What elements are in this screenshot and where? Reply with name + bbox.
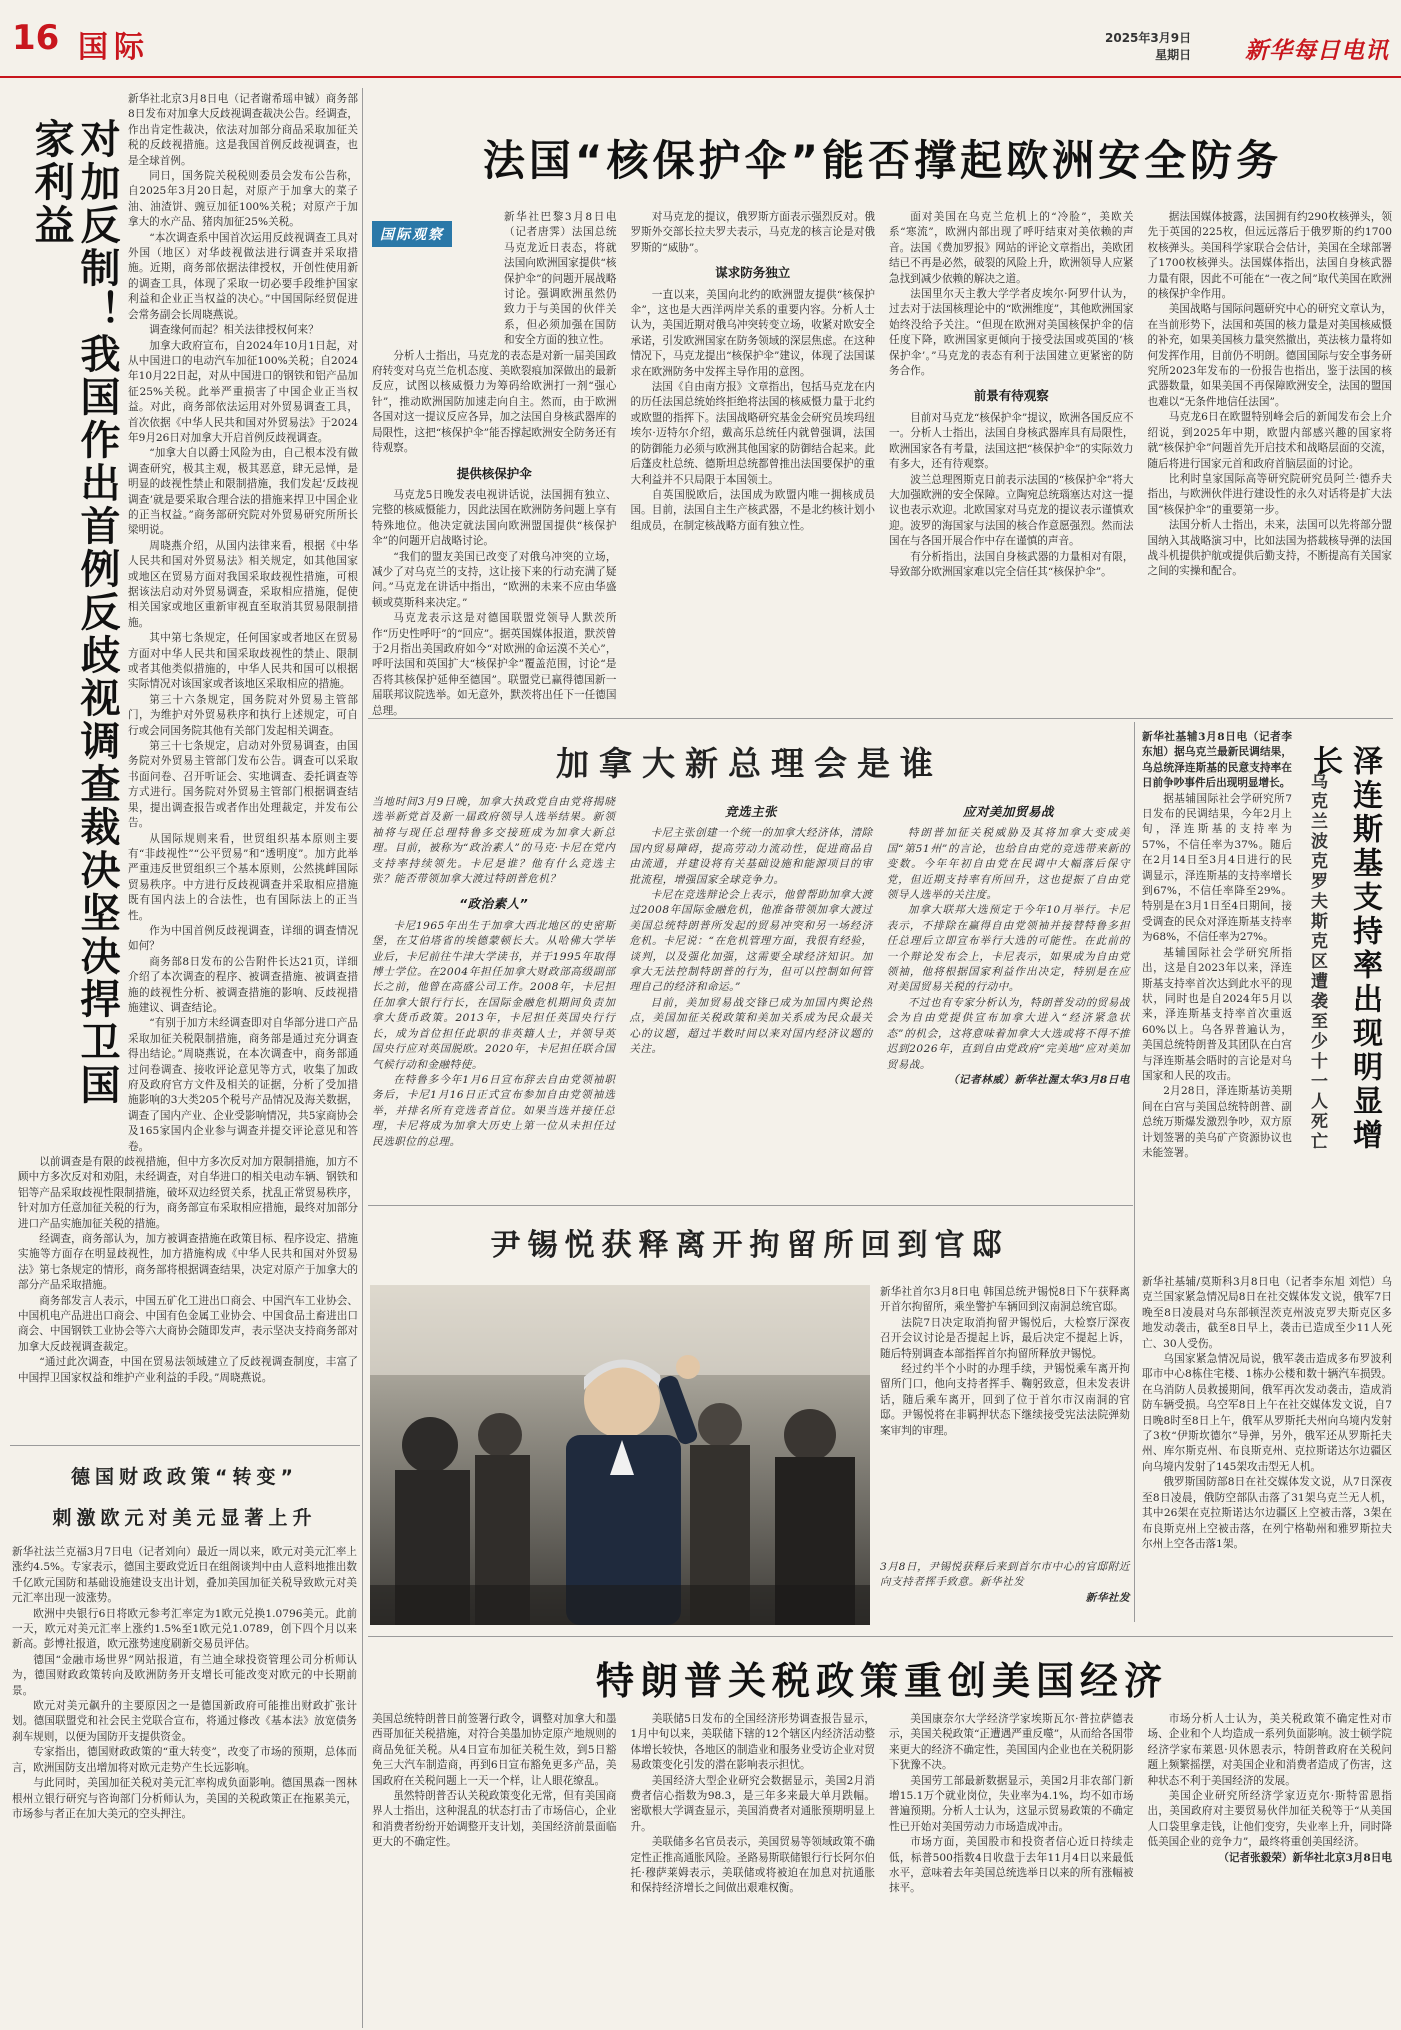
article3-para: 目前，美加贸易战交锋已成为加国内舆论热点，美国加征关税政策和美加关系成为民众最关心的议题，超过半数时间以来对国内经济议题的关注。	[629, 996, 873, 1056]
article6-headline	[12, 1462, 357, 1530]
article2-para: 对马克龙的提议，俄罗斯方面表示强烈反对。俄罗斯外交部长拉夫罗夫表示，马克龙的核言论是对俄罗斯的“威胁”。	[630, 211, 875, 254]
article2-para: 美国战略与国际问题研究中心的研究文章认为，在当前形势下，法国和英国的核力量是对美国核威慑的补充，如果美国核力量突然撤出，英法核力量将如何发挥作用，目前仍不明朗。德国国际与安全事务研究所2023年发布的一份报告也指出，鉴于法国的核武器数量，如果美国不再保障欧洲安全，法国的盟国也难以“无条件地信任法国”。	[1147, 303, 1392, 408]
article1-body-cont	[18, 1155, 358, 1435]
article1-para: 商务部发言人表示，中国五矿化工进出口商会、中国汽车工业协会、中国机电产品进出口商会、中国有色金属工业协会、中国食品土畜进出口商会、中国钢铁工业协会等六大商协会随即发声，表示坚决支持商务部对加拿大反歧视调查裁定。	[18, 1294, 358, 1353]
article3-para: 卡尼1965年出生于加拿大西北地区的史密斯堡，在艾伯塔省的埃德蒙顿长大。从哈佛大学毕业后，卡尼前往牛津大学读书，并于1995年取得博士学位。在2004年担任加拿大财政部高级副部长之前，他曾在高盛公司工作。2008年，卡尼担任加拿大银行行长，在国际金融危机期间负责加拿大货币政策。2013年，卡尼担任英国央行行长，成为首位担任此职的非英籍人士，并领导英国央行应对英国脱欧。2020年，卡尼担任联合国气候行动和金融特使。	[372, 919, 616, 1071]
article2-lead: 新华社巴黎3月8日电（记者唐霁）法国总统马克龙近日表态，将就法国向欧洲国家提供“核保护伞”的问题开展战略讨论。强调欧洲虽然仍致力于与美国的伙伴关系，但必须加强在国防和安全方面的独立性。	[504, 211, 617, 347]
article2-para: 比利时皇家国际高等研究院研究员阿兰·德乔夫指出，与欧洲伙伴进行建设性的永久对话将是扩大法国“核保护伞”的重要第一步。	[1147, 472, 1392, 516]
article3-para: 卡尼在竞选辩论会上表示，他曾帮助加拿大渡过2008年国际金融危机，他准备带领加拿大渡过美国总统特朗普所发起的贸易冲突和另一场经济危机。卡尼说：“在危机管理方面，我很有经验，谈判，以及强化加强，这需要全球经济知识。加拿大无法控制特朗普的行为，但可以控制如何管理自己的经济和命运。”	[629, 889, 873, 994]
issue-weekday: 星期日	[1155, 48, 1192, 62]
article3-para: 加拿大联邦大选预定于今年10月举行。卡尼表示，不排除在赢得自由党领袖并接替特鲁多担任总理后立即宣布举行大选的可能性。在此前的一个辩论发布会上，卡尼表示，如果成为自由党领袖，他将根据国家利益作出决定，特别是在应对美国贸易关税的行动中。	[886, 904, 1130, 994]
article6-headline-line1: 德国财政政策“转变”	[71, 1466, 298, 1488]
column-divider	[1134, 722, 1135, 1622]
article7-lead: 美国总统特朗普日前签署行政令，调整对加拿大和墨西哥加征关税措施，对符合美墨加协定原产地规则的商品免征关税。从4日宣布加征关税生效，到5日豁免三大汽车制造商，再到6日宣布豁免更多产品，美国政府在关税问题上一天一个样，让人眼花缭乱。	[372, 1713, 617, 1787]
article6-lead: 新华社法兰克福3月7日电（记者刘向）最近一周以来，欧元对美元汇率上涨约4.5%。专家表示，德国主要政党近日在组阁谈判中由人意料地推出数千亿欧元国防和基础设施建设支出计划，叠加美国加征关税导致欧元对美元汇率出现一波涨势。	[12, 1546, 357, 1605]
article1-para: 同日，国务院关税税则委员会发布公告称，自2025年3月20日起，对原产于加拿大的菜子油、油渣饼、豌豆加征100%关税；对原产于加拿大的水产品、猪肉加征25%关税。	[128, 170, 358, 229]
article2-para: 分析人士指出，马克龙的表态是对新一届美国政府转变对乌克兰危机态度、美欧裂痕加深做出的最新反应，试图以核威慑力为筹码给欧洲打一剂“强心针”，推动欧洲国防加速走向自主。然而，由于欧洲各国对这一提议反应各异，加之法国自身核武器库的局限性，这把“核保护伞”能否撑起欧洲安全防务还有待观察。	[372, 349, 617, 455]
article7-para: 美联储5日发布的全国经济形势调查报告显示，1月中旬以来，美联储下辖的12个辖区内经济活动整体增长较快，各地区的制造业和服务业受访企业对贸易政策变化引发的潜在影响表示担忧。	[630, 1713, 875, 1772]
article1-para: 加拿大政府宣布，自2024年10月1日起，对从中国进口的电动汽车加征100%关税；自2024年10月22日起，对从中国进口的钢铁和铝产品加征25%关税。此举严重损害了中国企业正当权益。对此，商务部依法运用对外贸易调查工具，首次依据《中华人民共和国对外贸易法》于2024年9月26日对加拿大开启首例反歧视调查。	[128, 339, 358, 444]
column-divider	[362, 88, 363, 2028]
article1-para: 从国际规则来看，世贸组织基本原则主要有“非歧视性”“公平贸易”和“透明度”。加方此举严重违反世贸组织三个基本原则，公然挑衅国际贸易秩序。中方进行反歧视调查并采取相应措施既有国内法上的合法性，也有国际法上的正当性。	[128, 832, 358, 922]
article7-para: 美联储多名官员表示，美国贸易等领域政策不确定性正推高通胀风险。圣路易斯联储银行行长阿尔伯托·穆萨莱姆表示，美联储或将被迫在加息对抗通胀和保持经济增长之间做出艰难权衡。	[630, 1836, 875, 1895]
article1-body	[128, 92, 358, 1152]
article2-para: 法国《自由南方报》文章指出，包括马克龙在内的历任法国总统始终拒绝将法国的核威慑力量于北约或欧盟的指挥下。法国战略研究基金会研究员埃玛纽埃尔·迈特尔介绍，戴高乐总统任内就曾强调，法国的防御能力必须与欧洲其他国家的防御结合起来。此后蓬皮杜总统、德斯坦总统都曾推出法国要保护的重大利益并不只局限于本国领土。	[630, 381, 875, 486]
issue-date	[1105, 30, 1191, 64]
article2-para: 马克龙表示这是对德国联盟党领导人默茨所作“历史性呼吁”的“回应”。据英国媒体报道，默茨曾于2月指出美国政府如今“对欧洲的命运漠不关心”，呼吁法国和英国扩大“核保护伞”覆盖范围，讨论“是否将其核保护延伸至德国”。联盟党已赢得德国新一届联邦议院选举。如无意外，默茨将出任下一任德国总理。	[372, 612, 617, 717]
article2-body	[372, 210, 1392, 717]
article6-para: 专家指出，德国财政政策的“重大转变”，改变了市场的预期，总体而言，欧洲国防支出增加将对欧元走势产生长远影响。	[12, 1746, 357, 1774]
issue-date-text: 2025年3月9日	[1105, 31, 1192, 45]
article5-headline: 尹锡悦获释离开拘留所回到官邸	[490, 1228, 1009, 1263]
article7-para: 美国劳工部最新数据显示，美国2月非农部门新增15.1万个就业岗位，失业率为4.1%，均不如市场普遍预期。分析人士认为，这显示贸易政策的不确定性已开始对美国劳动力市场造成冲击。	[889, 1774, 1134, 1833]
section-divider	[10, 1445, 360, 1446]
article1-para: 商务部8日发布的公告附件长达21页，详细介绍了本次调查的程序、被调查措施、被调查措施的歧视性分析、被调查措施的影响、反歧视措施建议、调查结论。	[128, 955, 358, 1014]
article3-para: 在特鲁多今年1月6日宣布辞去自由党领袖职务后，卡尼1月16日正式宣布参加自由党领袖选举，并排名所有竞选者首位。如果当选并接任总理，卡尼将成为加拿大历史上第一位从未担任过民选职位的总理。	[372, 1073, 616, 1148]
article7-para: 市场分析人士认为，美关税政策不确定性对市场、企业和个人均造成一系列负面影响。波士顿学院经济学家布莱恩·贝休恩表示，特朗普政府在关税问题上频繁摇摆，对美国企业和消费者造成了伤害，这种状态不利于美国经济的发展。	[1147, 1713, 1392, 1787]
article2-para: 马克龙5日晚发表电视讲话说，法国拥有独立、完整的核威慑能力，因此法国在欧洲防务问题上享有特殊地位。他决定就法国向欧洲盟国提供“核保护伞”的问题开启战略讨论。	[372, 488, 617, 548]
article2-para: 据法国媒体披露，法国拥有约290枚核弹头，领先于英国的225枚，但远远落后于俄罗斯的约1700枚核弹头。美国科学家联合会估计，美国在全球部署了1700枚核弹头。法国媒体指出，法国自身核武器力量有限，因此不可能在“一夜之间”取代美国在欧洲的核保护伞作用。	[1147, 211, 1392, 301]
article7-body	[372, 1712, 1392, 2024]
article4-lead: 新华社基辅3月8日电（记者李东旭）据乌克兰最新民调结果，乌总统泽连斯基的民意支持率在日前争吵事件后出现明显增长。	[1142, 731, 1292, 790]
article1-lead: 新华社北京3月8日电（记者谢希瑶申铖）商务部8日发布对加拿大反歧视调查裁决公告。经调查，作出肯定性裁决，依法对加部分商品采取加征关税的反歧视措施。这是我国首例反歧视调查，也是全球首例。	[128, 93, 358, 167]
article3-lead: 当地时间3月9日晚，加拿大执政党自由党将揭晓选举新党首及新一届政府领导人选举结果。新领袖将与现任总理特鲁多交接班成为加拿大新总理。目前，被称为“政治素人”的马克·卡尼在党内支持率持续领先。卡尼是谁？他有什么竞选主张？能否带领加拿大渡过特朗普危机？	[372, 796, 616, 886]
page-number: 16	[12, 18, 60, 58]
article6-body	[12, 1545, 357, 2023]
page-header	[0, 0, 1401, 78]
article2-para: 目前对马克龙“核保护伞”提议，欧洲各国反应不一。分析人士指出，法国自身核武器库具有局限性，欧洲国家各有考量，法国这把“核保护伞”的实际效力有多大，还有待观察。	[889, 411, 1134, 471]
article7-headline: 特朗普关税政策重创美国经济	[595, 1659, 1168, 1703]
article2-subhead-1: 提供核保护伞	[456, 465, 532, 481]
article5-para: 经过约半个小时的办理手续，尹锡悦乘车离开拘留所门口，他向支持者挥手、鞠躬致意，但未发表讲话，随后乘车离开，回到了位于首尔市汉南洞的官邸。尹锡悦将在非羁押状态下继续接受宪法法院弹劾案审判的审理。	[880, 1363, 1130, 1437]
section-divider	[368, 1205, 1133, 1206]
article2-para: “我们的盟友美国已改变了对俄乌冲突的立场，减少了对乌克兰的支持，这让接下来的行动充满了疑问。”马克龙在讲话中指出，“欧洲的未来不应由华盛顿或莫斯科来决定。”	[372, 550, 617, 609]
article4-lead2: 新华社基辅/莫斯科3月8日电（记者李东旭 刘恺）乌克兰国家紧急情况局8日在社交媒体发文说，俄军7日晚至8日凌晨对乌东部顿涅茨克州波克罗夫斯克区多地发动袭击，截至8日早上，袭击已造成至少11人死亡、30人受伤。	[1142, 1276, 1392, 1350]
article6-para: 德国“金融市场世界”网站报道，有兰迪全球投资管理公司分析师认为，德国财政政策转向及欧洲防务开支增长可能改变对欧元的中长期前景。	[12, 1653, 357, 1697]
article1-para: 调查缘何而起？相关法律授权何来？	[149, 324, 319, 337]
article3-para: 特朗普加征关税威胁及其将加拿大变成美国“第51州”的言论，也给自由党的竞选带来新的变数。今年年初自由党在民调中大幅落后保守党，但近期支持率有所回升，这也提振了自由党领导人选举的关注度。	[886, 827, 1130, 902]
article7-para: 美国企业研究所经济学家迈克尔·斯特雷恩指出，美国政府对主要贸易伙伴加征关税等于“从美国人口袋里拿走钱，让他们变穷，失业率上升，同时降低美国企业的竞争力”，最终将重创美国经济。	[1147, 1790, 1392, 1849]
newspaper-logo: 新华每日电讯	[1245, 37, 1389, 64]
article2-para: 法国分析人士指出，未来，法国可以先将部分盟国纳入其战略演习中，比如法国为搭载核导弹的法国战斗机提供护航或提供后勤支持，不断提高有关国家之间的实操和配合。	[1147, 519, 1392, 578]
article1-para: “本次调查系中国首次运用反歧视调查工具对外国（地区）对华歧视做法进行调查并采取措施。近期，商务部依据法律授权，开创性使用新的调查工具，体现了采取一切必要手段维护国家利益和企业正当权益的决心。”中国国际经贸促进会常务副会长周晓燕说。	[128, 231, 358, 321]
photo-credit: 新华社发	[1085, 1591, 1130, 1604]
article2-subhead-2: 谋求防务独立	[715, 265, 791, 281]
article5-caption	[880, 1560, 1130, 1630]
article1-para: 其中第七条规定，任何国家或者地区在贸易方面对中华人民共和国采取歧视性的禁止、限制或者其他类似措施的，中华人民共和国可以根据实际情况对该国家或者该地区采取相应的措施。	[128, 632, 358, 691]
article1-para: 第三十六条规定，国务院对外贸易主管部门，为维护对外贸易秩序和执行上述规定，可自行或会同国务院其他有关部门发起相关调查。	[128, 693, 358, 737]
article4-para: 2月28日，泽连斯基访美期间在白宫与美国总统特朗普、副总统万斯爆发激烈争吵，双方原计划签署的美乌矿产资源协议也未能签署。	[1142, 1085, 1292, 1159]
article1-para: 作为中国首例反歧视调查，详细的调查情况如何？	[128, 924, 358, 953]
article2-para: 波兰总理图斯克日前表示法国的“核保护伞”将大大加强欧洲的安全保障。立陶宛总统瑙塞达对这一提议也表示欢迎。北欧国家对马克龙的提议表示谨慎欢迎。波罗的海国家与法国的核合作意愿强烈。然而法国在与各国开展合作中存在谨慎的声音。	[889, 473, 1134, 548]
article2-para: 面对美国在乌克兰危机上的“冷脸”，美欧关系“寒流”，欧洲内部出现了呼吁结束对美依赖的声音。法国《费加罗报》网站的评论文章指出，美欧团结已不再是必然，破裂的风险上升，欧洲领导人应紧急找到减少依赖的解决之道。	[889, 211, 1134, 285]
article3-credit: （记者林威）新华社渥太华3月8日电	[947, 1073, 1130, 1086]
article5-lead: 新华社首尔3月8日电 韩国总统尹锡悦8日下午获释离开首尔拘留所，乘坐警护车辆回到汉南洞总统官邸。	[880, 1286, 1130, 1314]
article7-credit: （记者张毅荣）新华社北京3月8日电	[1218, 1851, 1392, 1864]
article1-para: 周晓燕介绍，从国内法律来看，根据《中华人民共和国对外贸易法》相关规定，如其他国家或地区在贸易方面对我国采取歧视性措施，可根据该法启动对外贸易调查，采取相应措施，促使相关国家或地区重新审视直至取消其贸易限制措施。	[128, 539, 358, 629]
article2-para: 自英国脱欧后，法国成为欧盟内唯一拥核成员国。目前，法国自主生产核武器，不是北约核计划小组成员，在制定核战略方面有独立性。	[630, 488, 875, 532]
article2-para: 马克龙6日在欧盟特别峰会后的新闻发布会上介绍说，到2025年中期，欧盟内部感兴趣的国家将就“核保护伞”问题首先开启技术和战略层面的交流，随后将进行国家元首和政府首脑层面的讨论。	[1147, 411, 1392, 470]
section-divider	[368, 1636, 1393, 1637]
article4-para: 据基辅国际社会学研究所7日发布的民调结果，今年2月上旬，泽连斯基的支持率为57%，不信任率为37%。随后在2月14日至3月4日进行的民调显示，泽连斯基的支持率增长到67%，不信任率降至29%。特别是在3月1日至4日期间，接受调查的民众对泽连斯基支持率为68%，不信任率为27%。	[1142, 792, 1292, 944]
article1-headline: 对加反制！我国作出首例反歧视调查裁决坚决捍卫国家利益	[28, 118, 120, 1107]
article6-headline-line2: 刺激欧元对美元显著上升	[52, 1507, 317, 1529]
article3-para: 卡尼主张创建一个统一的加拿大经济体，清除国内贸易障碍，提高劳动力流动性，促进商品自由流通，并建设将有关基础设施和能源项目的审批流程，增强国家全球竞争力。	[629, 827, 873, 886]
article3-subhead-1: “政治素人”	[459, 896, 529, 912]
article2-subhead-3: 前景有待观察	[973, 388, 1049, 404]
article2-headline: 法国“核保护伞”能否撑起欧洲安全防务	[482, 136, 1283, 185]
article6-para: 欧元对美元飙升的主要原因之一是德国新政府可能推出财政扩张计划。德国联盟党和社会民主党联合宣布，将通过修改《基本法》放宽债务刹车规则，以便为国防开支提供资金。	[12, 1700, 357, 1743]
article2-para: 一直以来，美国向北约的欧洲盟友提供“核保护伞”，这也是大西洋两岸关系的重要内容。分析人士认为，美国近期对俄乌冲突转变立场，收紧对欧安全承诺，引发欧洲国家在防务领域的深层焦虑。在这种情况下，马克龙提出“核保护伞”建议，体现了法国谋求在欧洲防务中发挥主导作用的意图。	[630, 288, 875, 378]
photo-caption: 3月8日，尹锡悦获释后来到首尔市中心的官邸附近向支持者挥手致意。新华社发	[880, 1561, 1130, 1589]
article1-para: 以前调查是有限的歧视措施，但中方多次反对加方限制措施，加方不顾中方多次反对和劝阻，未经调查，对自华进口的相关电动车辆、钢铁和铝等产品采取歧视性限制措施，破坏双边经贸关系，扰乱正常贸易秩序，针对加方任意加征关税的行为，商务部宣布采取相应措施，最终对加部分进口产品实施加征关税的措施。	[18, 1156, 358, 1230]
article1-para: “加拿大自以爵士风险为由，自己根本没有做调查研究，极其主观，极其恶意，肆无忌惮，是明显的歧视性禁止和限制措施，我们发起‘反歧视调查’就是要采取合理合法的措施来捍卫中国企业的正当权益。”商务部研究院对外贸易研究所所长梁明说。	[128, 447, 358, 537]
article3-headline: 加拿大新总理会是谁	[556, 744, 943, 783]
article4-para: 俄罗斯国防部8日在社交媒体发文说，从7日深夜至8日凌晨，俄防空部队击落了31架乌克兰无人机，其中26架在克拉斯诺达尔边疆区上空被击落，3架在布良斯克州上空被击落，在列宁格勒州和雅罗斯拉夫尔州上空各击落1架。	[1142, 1476, 1392, 1550]
article2-para: 法国里尔天主教大学学者皮埃尔·阿罗什认为，过去对于法国核理论中的“欧洲维度”，其他欧洲国家始终没给予关注。“但现在欧洲对美国核保护伞的信任度下降，欧洲国家更倾向于接受法国或英国的‘核保护伞’。”马克龙的表态有利于法国建立更紧密的防务合作。	[889, 288, 1134, 378]
article2-column-tag: 国际观察	[372, 221, 452, 247]
article2-para: 有分析指出，法国自身核武器的力量相对有限，导致部分欧洲国家难以完全信任其“核保护伞”。	[889, 550, 1134, 578]
article7-para: 美国康奈尔大学经济学家埃斯瓦尔·普拉萨德表示，美国关税政策“正遭遇严重反噬”，从而给各国带来更大的经济不确定性，美国国内企业也在关税阴影下犹豫不决。	[889, 1713, 1134, 1772]
article3-subhead-3: 应对美加贸易战	[962, 804, 1054, 819]
article7-para: 虽然特朗普否认关税政策变化无常，但有美国商界人士指出，这种混乱的状态打击了市场信心，企业和消费者纷纷开始调整开支计划，美国经济前景面临更大的不确定性。	[372, 1790, 617, 1849]
article4-para: 乌国家紧急情况局说，俄军袭击造成多布罗波利耶市中心8栋住宅楼、1栋办公楼和数十辆汽车损毁。在乌消防人员救援期间，俄军再次发动袭击，造成消防车辆受损。乌空军8日上午在社交媒体发文说，自7日晚8时至8日上午，俄军从罗斯托夫州向乌境内发射了3枚“伊斯坎德尔”导弹，另外，俄军还从罗斯托夫州、库尔斯克州、布良斯克州、克拉斯诺达尔边疆区向乌境内发射了145架攻击型无人机。	[1142, 1353, 1392, 1473]
article4-body	[1142, 730, 1292, 1260]
article3-body	[372, 795, 1130, 1200]
article7-para: 美国经济大型企业研究会数据显示，美国2月消费者信心指数为98.3，是三年多来最大单月跌幅。密歇根大学调查显示，美国消费者对通胀预期明显上升。	[630, 1774, 875, 1833]
article5-para: 法院7日决定取消拘留尹锡悦后，大检察厅深夜召开会议讨论是否提起上诉，最后决定不提起上诉，随后特别调查本部指挥首尔拘留所释放尹锡悦。	[880, 1316, 1130, 1360]
section-divider	[368, 718, 1393, 719]
section-title: 国际	[78, 30, 150, 65]
article6-para: 欧洲中央银行6日将欧元参考汇率定为1欧元兑换1.0796美元。此前一天，欧元对美元汇率上涨约1.5%至1欧元兑1.0789，创下四个月以来新高。彭博社报道，欧元涨势速度刷新交易员评估。	[12, 1607, 357, 1651]
article4-headline: 泽连斯基支持率出现明显增长	[1307, 745, 1382, 1153]
article1-para: 第三十七条规定，启动对外贸易调查，由国务院对外贸易主管部门发布公告。调查可以采取书面问卷、召开听证会、实地调查、委托调查等方式进行。国务院对外贸易主管部门根据调查结果，提出调查报告或者作出处理裁定，并发布公告。	[128, 740, 358, 830]
article4-body2	[1142, 1275, 1392, 1630]
article1-para: “通过此次调查，中国在贸易法领域建立了反歧视调查制度，丰富了中国捍卫国家权益和维护产业利益的手段。”周晓燕说。	[18, 1356, 358, 1384]
article4-para: 基辅国际社会学研究所指出，这是自2023年以来，泽连斯基支持率首次达到此水平的现状，同时也是自2024年5月以来，泽连斯基支持率首次重返60%以上。乌各界普遍认为，美国总统特朗普及其团队在白宫与泽连斯基会晤时的言论是对乌国家和人民的攻击。	[1142, 946, 1292, 1082]
photo-illustration	[370, 1285, 870, 1625]
article5-body	[880, 1285, 1130, 1555]
article3-para: 不过也有专家分析认为，特朗普发动的贸易战会为自由党提供宣布加拿大进入“经济紧急状态”的机会，这将意味着加拿大大选或将不得不推迟到2026年，直到自由党政府“完美地”应对美加贸易战。	[886, 996, 1130, 1071]
article1-para: “有别于加方未经调查即对自华部分进口产品采取加征关税限制措施，商务部是通过充分调查得出结论。”周晓燕说，在本次调查中，商务部通过问卷调查、接收评论意见等方式，收集了加政府及政府官方文件及相关的证据，分析了受加措施影响的3大类205个税号产品情况及海关数据，调查了国内产业、企业受影响情况，共5家商协会及165家国内企业参与调查并提交评论意见和答卷。	[128, 1017, 358, 1153]
article4-headline2: 乌克兰波克罗夫斯克区遭袭至少十一人死亡	[1307, 772, 1327, 1152]
article6-para: 与此同时，美国加征关税对美元汇率构成负面影响。德国黑森一图林根州立银行研究与咨询部门分析师认为，美国的关税政策正在拖累美元，市场参与者正在加大美元的空头押注。	[12, 1777, 357, 1820]
article3-subhead-2: 竞选主张	[724, 804, 777, 819]
article7-para: 市场方面，美国股市和投资者信心近日持续走低，标普500指数4日收盘于去年11月4日以来最低水平，意味着去年美国总统选举日以来的所有涨幅被抹平。	[889, 1836, 1134, 1895]
article1-para: 经调查，商务部认为，加方被调查措施在政策目标、程序设定、措施实施等方面存在明显歧视性，加方措施构成《中华人民共和国对外贸易法》第七条规定的情形，商务部将根据调查结果，决定对原产于加拿大的部分产品采取措施。	[18, 1233, 358, 1292]
news-photo	[370, 1285, 870, 1625]
